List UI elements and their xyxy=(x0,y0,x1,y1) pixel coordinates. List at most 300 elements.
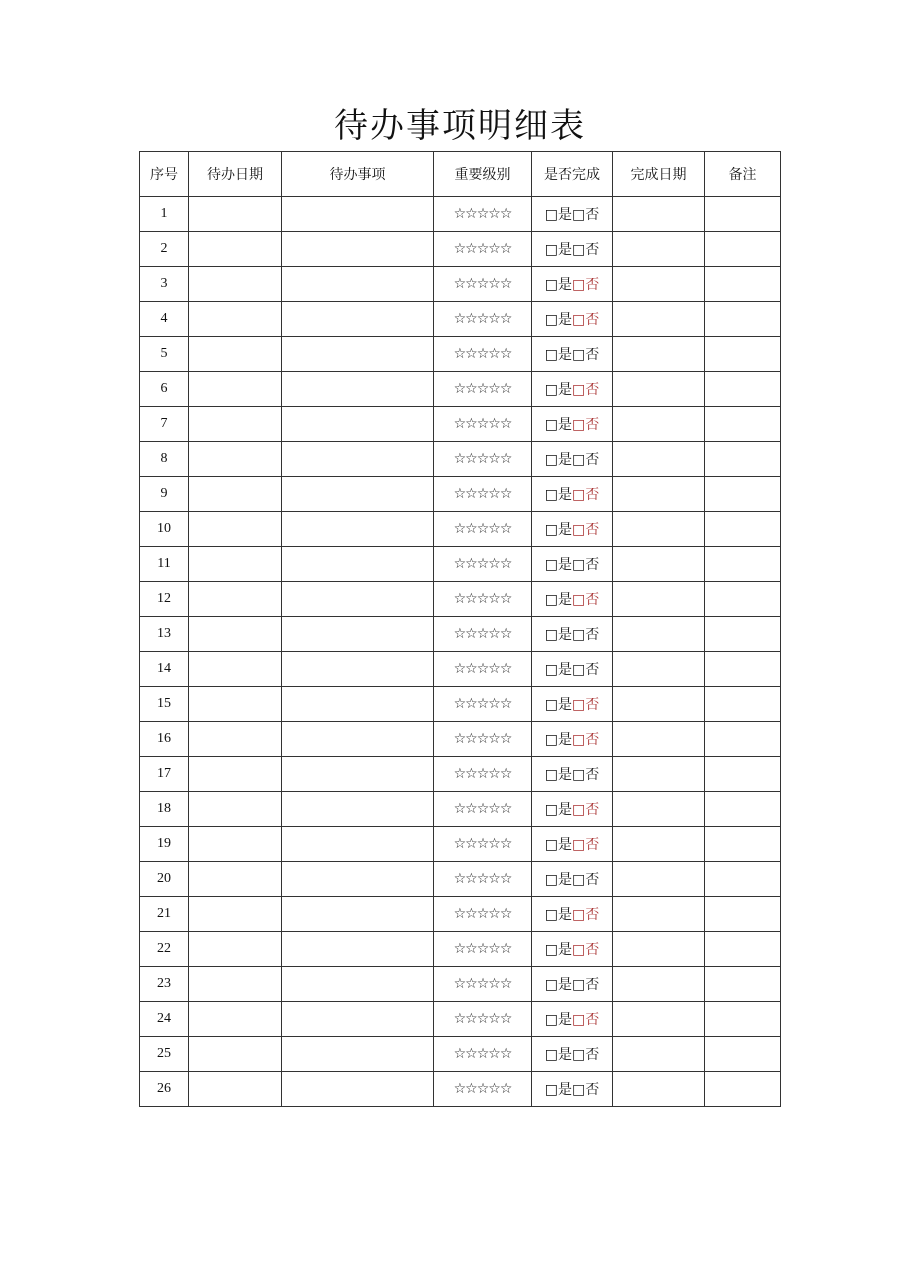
yes-checkbox[interactable]: □ xyxy=(544,207,558,223)
no-checkbox[interactable]: □ xyxy=(572,977,586,993)
todo-date-cell[interactable] xyxy=(189,232,282,267)
todo-date-cell[interactable] xyxy=(189,1072,282,1107)
done-date-cell[interactable] xyxy=(613,827,705,862)
done-date-cell[interactable] xyxy=(613,197,705,232)
row-seq: 26 xyxy=(140,1072,189,1107)
table-row xyxy=(140,512,781,547)
todo-item-cell[interactable] xyxy=(282,302,434,337)
priority-stars[interactable]: ☆☆☆☆☆ xyxy=(434,757,532,792)
completed-cell xyxy=(532,442,613,477)
todo-item-cell[interactable] xyxy=(282,792,434,827)
yes-label: 是 xyxy=(558,662,572,678)
no-checkbox[interactable]: □ xyxy=(572,1012,586,1028)
done-date-cell[interactable] xyxy=(613,897,705,932)
remark-cell[interactable] xyxy=(705,232,781,267)
row-seq: 9 xyxy=(140,477,189,512)
remark-cell[interactable] xyxy=(705,757,781,792)
table-row xyxy=(140,1037,781,1072)
todo-date-cell[interactable] xyxy=(189,302,282,337)
done-date-cell[interactable] xyxy=(613,932,705,967)
row-seq: 1 xyxy=(140,197,189,232)
priority-stars[interactable]: ☆☆☆☆☆ xyxy=(434,827,532,862)
priority-stars[interactable]: ☆☆☆☆☆ xyxy=(434,407,532,442)
priority-stars[interactable]: ☆☆☆☆☆ xyxy=(434,547,532,582)
no-label: 否 xyxy=(585,382,600,398)
completed-cell xyxy=(532,1037,613,1072)
todo-item-cell[interactable] xyxy=(282,407,434,442)
yes-label: 是 xyxy=(558,942,572,958)
no-checkbox[interactable]: □ xyxy=(572,837,586,853)
yes-checkbox[interactable]: □ xyxy=(544,907,558,923)
todo-item-cell[interactable] xyxy=(282,477,434,512)
done-date-cell[interactable] xyxy=(613,757,705,792)
completed-cell xyxy=(532,652,613,687)
done-date-cell[interactable] xyxy=(613,512,705,547)
done-date-cell[interactable] xyxy=(613,967,705,1002)
yes-label: 是 xyxy=(558,557,572,573)
no-checkbox[interactable]: □ xyxy=(572,627,586,643)
priority-stars[interactable]: ☆☆☆☆☆ xyxy=(434,232,532,267)
priority-stars[interactable]: ☆☆☆☆☆ xyxy=(434,1072,532,1107)
completed-cell xyxy=(532,477,613,512)
yes-label: 是 xyxy=(558,977,572,993)
remark-cell[interactable] xyxy=(705,512,781,547)
todo-item-cell[interactable] xyxy=(282,652,434,687)
yes-checkbox[interactable]: □ xyxy=(544,277,558,293)
no-checkbox[interactable]: □ xyxy=(572,347,586,363)
no-label: 否 xyxy=(585,627,600,643)
row-seq: 4 xyxy=(140,302,189,337)
priority-stars[interactable]: ☆☆☆☆☆ xyxy=(434,1002,532,1037)
yes-label: 是 xyxy=(558,452,572,468)
remark-cell[interactable] xyxy=(705,897,781,932)
no-checkbox[interactable]: □ xyxy=(572,1082,586,1098)
completed-cell xyxy=(532,267,613,302)
completed-cell xyxy=(532,1002,613,1037)
no-checkbox[interactable]: □ xyxy=(572,487,586,503)
table-row xyxy=(140,267,781,302)
done-date-cell[interactable] xyxy=(613,1002,705,1037)
completed-cell xyxy=(532,547,613,582)
priority-stars[interactable]: ☆☆☆☆☆ xyxy=(434,197,532,232)
done-date-cell[interactable] xyxy=(613,652,705,687)
yes-checkbox[interactable]: □ xyxy=(544,1047,558,1063)
header-priority: 重要级别 xyxy=(434,152,532,197)
row-seq: 19 xyxy=(140,827,189,862)
completed-cell xyxy=(532,302,613,337)
yes-label: 是 xyxy=(558,837,572,853)
row-seq: 6 xyxy=(140,372,189,407)
priority-stars[interactable]: ☆☆☆☆☆ xyxy=(434,652,532,687)
done-date-cell[interactable] xyxy=(613,232,705,267)
table-row xyxy=(140,1072,781,1107)
no-checkbox[interactable]: □ xyxy=(572,767,586,783)
row-seq: 24 xyxy=(140,1002,189,1037)
row-seq: 7 xyxy=(140,407,189,442)
done-date-cell[interactable] xyxy=(613,617,705,652)
todo-item-cell[interactable] xyxy=(282,1037,434,1072)
table-row xyxy=(140,232,781,267)
no-checkbox[interactable]: □ xyxy=(572,277,586,293)
no-label: 否 xyxy=(585,487,600,503)
yes-label: 是 xyxy=(558,487,572,503)
no-label: 否 xyxy=(585,872,600,888)
todo-item-cell[interactable] xyxy=(282,267,434,302)
todo-date-cell[interactable] xyxy=(189,442,282,477)
remark-cell[interactable] xyxy=(705,267,781,302)
done-date-cell[interactable] xyxy=(613,862,705,897)
row-seq: 3 xyxy=(140,267,189,302)
completed-cell xyxy=(532,582,613,617)
no-label: 否 xyxy=(585,837,600,853)
todo-item-cell[interactable] xyxy=(282,932,434,967)
yes-checkbox[interactable]: □ xyxy=(544,557,558,573)
yes-checkbox[interactable]: □ xyxy=(544,942,558,958)
header-seq: 序号 xyxy=(140,152,189,197)
yes-checkbox[interactable]: □ xyxy=(544,522,558,538)
yes-label: 是 xyxy=(558,347,572,363)
priority-stars[interactable]: ☆☆☆☆☆ xyxy=(434,617,532,652)
yes-checkbox[interactable]: □ xyxy=(544,452,558,468)
todo-date-cell[interactable] xyxy=(189,547,282,582)
table-row xyxy=(140,1002,781,1037)
yes-label: 是 xyxy=(558,732,572,748)
no-label: 否 xyxy=(585,907,600,923)
yes-label: 是 xyxy=(558,522,572,538)
completed-cell xyxy=(532,932,613,967)
todo-date-cell[interactable] xyxy=(189,582,282,617)
remark-cell[interactable] xyxy=(705,407,781,442)
todo-table xyxy=(139,151,781,1107)
yes-label: 是 xyxy=(558,1012,572,1028)
no-label: 否 xyxy=(585,522,600,538)
todo-date-cell[interactable] xyxy=(189,512,282,547)
no-label: 否 xyxy=(585,697,600,713)
remark-cell[interactable] xyxy=(705,722,781,757)
table-row xyxy=(140,652,781,687)
no-label: 否 xyxy=(585,277,600,293)
yes-checkbox[interactable]: □ xyxy=(544,872,558,888)
no-checkbox[interactable]: □ xyxy=(572,522,586,538)
row-seq: 23 xyxy=(140,967,189,1002)
completed-cell xyxy=(532,197,613,232)
yes-checkbox[interactable]: □ xyxy=(544,347,558,363)
table-row xyxy=(140,197,781,232)
no-checkbox[interactable]: □ xyxy=(572,557,586,573)
todo-date-cell[interactable] xyxy=(189,197,282,232)
no-checkbox[interactable]: □ xyxy=(572,907,586,923)
todo-date-cell[interactable] xyxy=(189,1002,282,1037)
remark-cell[interactable] xyxy=(705,862,781,897)
table-row xyxy=(140,897,781,932)
no-label: 否 xyxy=(585,732,600,748)
done-date-cell[interactable] xyxy=(613,792,705,827)
priority-stars[interactable]: ☆☆☆☆☆ xyxy=(434,932,532,967)
done-date-cell[interactable] xyxy=(613,1072,705,1107)
remark-cell[interactable] xyxy=(705,827,781,862)
table-header-row xyxy=(140,152,781,197)
row-seq: 25 xyxy=(140,1037,189,1072)
done-date-cell[interactable] xyxy=(613,1037,705,1072)
no-checkbox[interactable]: □ xyxy=(572,452,586,468)
todo-item-cell[interactable] xyxy=(282,337,434,372)
remark-cell[interactable] xyxy=(705,302,781,337)
table-row xyxy=(140,302,781,337)
no-checkbox[interactable]: □ xyxy=(572,872,586,888)
yes-checkbox[interactable]: □ xyxy=(544,242,558,258)
yes-label: 是 xyxy=(558,417,572,433)
yes-label: 是 xyxy=(558,1082,572,1098)
yes-checkbox[interactable]: □ xyxy=(544,382,558,398)
todo-item-cell[interactable] xyxy=(282,582,434,617)
yes-label: 是 xyxy=(558,1047,572,1063)
todo-item-cell[interactable] xyxy=(282,617,434,652)
completed-cell xyxy=(532,1072,613,1107)
todo-date-cell[interactable] xyxy=(189,687,282,722)
todo-item-cell[interactable] xyxy=(282,197,434,232)
todo-item-cell[interactable] xyxy=(282,897,434,932)
priority-stars[interactable]: ☆☆☆☆☆ xyxy=(434,967,532,1002)
no-checkbox[interactable]: □ xyxy=(572,697,586,713)
no-checkbox[interactable]: □ xyxy=(572,242,586,258)
priority-stars[interactable]: ☆☆☆☆☆ xyxy=(434,442,532,477)
remark-cell[interactable] xyxy=(705,197,781,232)
table-row xyxy=(140,827,781,862)
done-date-cell[interactable] xyxy=(613,407,705,442)
todo-date-cell[interactable] xyxy=(189,267,282,302)
table-row xyxy=(140,967,781,1002)
no-label: 否 xyxy=(585,592,600,608)
remark-cell[interactable] xyxy=(705,1037,781,1072)
completed-cell xyxy=(532,512,613,547)
todo-date-cell[interactable] xyxy=(189,477,282,512)
header-todo-date: 待办日期 xyxy=(189,152,282,197)
remark-cell[interactable] xyxy=(705,442,781,477)
remark-cell[interactable] xyxy=(705,792,781,827)
header-completed: 是否完成 xyxy=(532,152,613,197)
table-row xyxy=(140,547,781,582)
todo-date-cell[interactable] xyxy=(189,407,282,442)
no-label: 否 xyxy=(585,802,600,818)
row-seq: 12 xyxy=(140,582,189,617)
todo-date-cell[interactable] xyxy=(189,967,282,1002)
table-row xyxy=(140,582,781,617)
yes-checkbox[interactable]: □ xyxy=(544,627,558,643)
priority-stars[interactable]: ☆☆☆☆☆ xyxy=(434,372,532,407)
row-seq: 2 xyxy=(140,232,189,267)
yes-label: 是 xyxy=(558,207,572,223)
todo-date-cell[interactable] xyxy=(189,932,282,967)
no-checkbox[interactable]: □ xyxy=(572,942,586,958)
completed-cell xyxy=(532,617,613,652)
priority-stars[interactable]: ☆☆☆☆☆ xyxy=(434,862,532,897)
done-date-cell[interactable] xyxy=(613,442,705,477)
todo-item-cell[interactable] xyxy=(282,512,434,547)
row-seq: 15 xyxy=(140,687,189,722)
no-checkbox[interactable]: □ xyxy=(572,382,586,398)
remark-cell[interactable] xyxy=(705,932,781,967)
todo-item-cell[interactable] xyxy=(282,547,434,582)
done-date-cell[interactable] xyxy=(613,687,705,722)
table-row xyxy=(140,617,781,652)
yes-label: 是 xyxy=(558,592,572,608)
todo-date-cell[interactable] xyxy=(189,337,282,372)
yes-checkbox[interactable]: □ xyxy=(544,592,558,608)
table-row xyxy=(140,442,781,477)
todo-date-cell[interactable] xyxy=(189,372,282,407)
no-checkbox[interactable]: □ xyxy=(572,802,586,818)
header-todo-item: 待办事项 xyxy=(282,152,434,197)
done-date-cell[interactable] xyxy=(613,337,705,372)
table-row xyxy=(140,687,781,722)
remark-cell[interactable] xyxy=(705,967,781,1002)
completed-cell xyxy=(532,757,613,792)
yes-label: 是 xyxy=(558,767,572,783)
yes-checkbox[interactable]: □ xyxy=(544,1082,558,1098)
header-remark: 备注 xyxy=(705,152,781,197)
priority-stars[interactable]: ☆☆☆☆☆ xyxy=(434,687,532,722)
completed-cell xyxy=(532,337,613,372)
row-seq: 8 xyxy=(140,442,189,477)
done-date-cell[interactable] xyxy=(613,547,705,582)
no-checkbox[interactable]: □ xyxy=(572,662,586,678)
row-seq: 10 xyxy=(140,512,189,547)
remark-cell[interactable] xyxy=(705,687,781,722)
todo-date-cell[interactable] xyxy=(189,897,282,932)
row-seq: 13 xyxy=(140,617,189,652)
yes-label: 是 xyxy=(558,312,572,328)
remark-cell[interactable] xyxy=(705,547,781,582)
no-checkbox[interactable]: □ xyxy=(572,592,586,608)
remark-cell[interactable] xyxy=(705,1002,781,1037)
priority-stars[interactable]: ☆☆☆☆☆ xyxy=(434,512,532,547)
priority-stars[interactable]: ☆☆☆☆☆ xyxy=(434,1037,532,1072)
yes-label: 是 xyxy=(558,277,572,293)
remark-cell[interactable] xyxy=(705,652,781,687)
row-seq: 17 xyxy=(140,757,189,792)
row-seq: 18 xyxy=(140,792,189,827)
no-checkbox[interactable]: □ xyxy=(572,207,586,223)
remark-cell[interactable] xyxy=(705,372,781,407)
no-label: 否 xyxy=(585,242,600,258)
yes-checkbox[interactable]: □ xyxy=(544,802,558,818)
todo-date-cell[interactable] xyxy=(189,617,282,652)
done-date-cell[interactable] xyxy=(613,372,705,407)
row-seq: 16 xyxy=(140,722,189,757)
yes-checkbox[interactable]: □ xyxy=(544,977,558,993)
todo-date-cell[interactable] xyxy=(189,792,282,827)
todo-item-cell[interactable] xyxy=(282,757,434,792)
done-date-cell[interactable] xyxy=(613,722,705,757)
todo-date-cell[interactable] xyxy=(189,827,282,862)
yes-checkbox[interactable]: □ xyxy=(544,662,558,678)
completed-cell xyxy=(532,827,613,862)
no-checkbox[interactable]: □ xyxy=(572,1047,586,1063)
table-row xyxy=(140,407,781,442)
todo-date-cell[interactable] xyxy=(189,652,282,687)
row-seq: 11 xyxy=(140,547,189,582)
todo-item-cell[interactable] xyxy=(282,442,434,477)
done-date-cell[interactable] xyxy=(613,302,705,337)
todo-item-cell[interactable] xyxy=(282,722,434,757)
completed-cell xyxy=(532,687,613,722)
no-checkbox[interactable]: □ xyxy=(572,312,586,328)
yes-label: 是 xyxy=(558,697,572,713)
yes-label: 是 xyxy=(558,872,572,888)
remark-cell[interactable] xyxy=(705,337,781,372)
no-label: 否 xyxy=(585,312,600,328)
page-title: 待办事项明细表 xyxy=(334,106,586,146)
header-done-date: 完成日期 xyxy=(613,152,705,197)
no-label: 否 xyxy=(585,1012,600,1028)
yes-checkbox[interactable]: □ xyxy=(544,487,558,503)
table-row xyxy=(140,757,781,792)
row-seq: 20 xyxy=(140,862,189,897)
no-checkbox[interactable]: □ xyxy=(572,732,586,748)
yes-label: 是 xyxy=(558,907,572,923)
todo-item-cell[interactable] xyxy=(282,1002,434,1037)
todo-item-cell[interactable] xyxy=(282,687,434,722)
no-label: 否 xyxy=(585,347,600,363)
todo-item-cell[interactable] xyxy=(282,967,434,1002)
table-row xyxy=(140,337,781,372)
yes-checkbox[interactable]: □ xyxy=(544,837,558,853)
done-date-cell[interactable] xyxy=(613,267,705,302)
table-row xyxy=(140,932,781,967)
priority-stars[interactable]: ☆☆☆☆☆ xyxy=(434,897,532,932)
todo-item-cell[interactable] xyxy=(282,232,434,267)
todo-item-cell[interactable] xyxy=(282,862,434,897)
row-seq: 14 xyxy=(140,652,189,687)
todo-date-cell[interactable] xyxy=(189,757,282,792)
todo-item-cell[interactable] xyxy=(282,1072,434,1107)
priority-stars[interactable]: ☆☆☆☆☆ xyxy=(434,302,532,337)
completed-cell xyxy=(532,372,613,407)
no-label: 否 xyxy=(585,942,600,958)
remark-cell[interactable] xyxy=(705,1072,781,1107)
priority-stars[interactable]: ☆☆☆☆☆ xyxy=(434,722,532,757)
todo-date-cell[interactable] xyxy=(189,862,282,897)
priority-stars[interactable]: ☆☆☆☆☆ xyxy=(434,267,532,302)
row-seq: 5 xyxy=(140,337,189,372)
yes-label: 是 xyxy=(558,627,572,643)
yes-checkbox[interactable]: □ xyxy=(544,732,558,748)
remark-cell[interactable] xyxy=(705,582,781,617)
row-seq: 22 xyxy=(140,932,189,967)
done-date-cell[interactable] xyxy=(613,477,705,512)
table-row xyxy=(140,722,781,757)
todo-item-cell[interactable] xyxy=(282,372,434,407)
yes-checkbox[interactable]: □ xyxy=(544,312,558,328)
priority-stars[interactable]: ☆☆☆☆☆ xyxy=(434,477,532,512)
remark-cell[interactable] xyxy=(705,617,781,652)
no-checkbox[interactable]: □ xyxy=(572,417,586,433)
yes-checkbox[interactable]: □ xyxy=(544,1012,558,1028)
done-date-cell[interactable] xyxy=(613,582,705,617)
priority-stars[interactable]: ☆☆☆☆☆ xyxy=(434,337,532,372)
yes-label: 是 xyxy=(558,802,572,818)
no-label: 否 xyxy=(585,557,600,573)
todo-date-cell[interactable] xyxy=(189,1037,282,1072)
yes-checkbox[interactable]: □ xyxy=(544,697,558,713)
yes-checkbox[interactable]: □ xyxy=(544,417,558,433)
priority-stars[interactable]: ☆☆☆☆☆ xyxy=(434,792,532,827)
todo-date-cell[interactable] xyxy=(189,722,282,757)
remark-cell[interactable] xyxy=(705,477,781,512)
todo-item-cell[interactable] xyxy=(282,827,434,862)
priority-stars[interactable]: ☆☆☆☆☆ xyxy=(434,582,532,617)
yes-checkbox[interactable]: □ xyxy=(544,767,558,783)
